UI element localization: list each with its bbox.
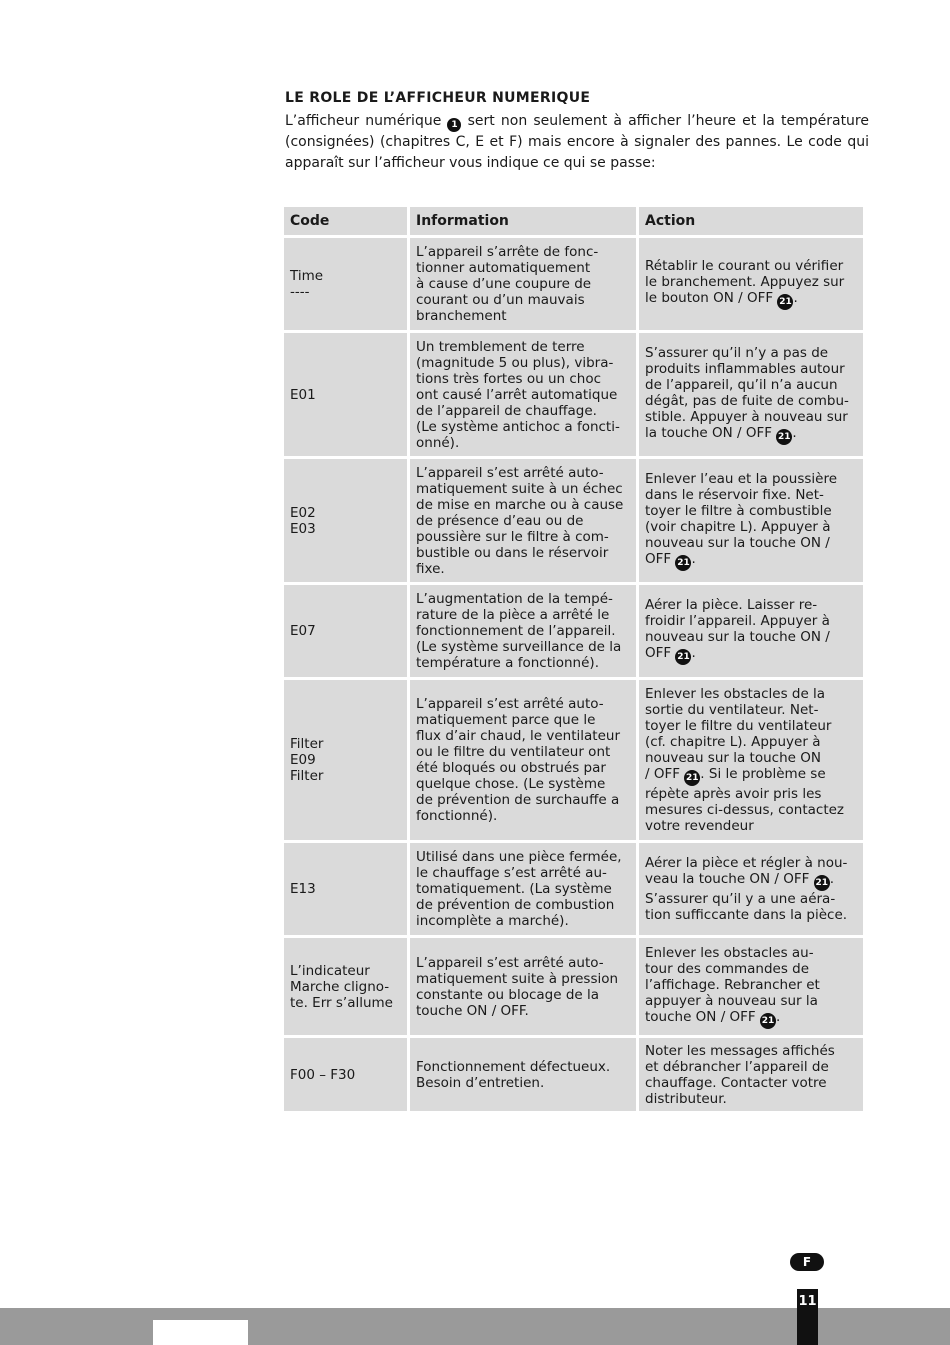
cell-line: (magnitude 5 ou plus), vibra- <box>416 354 614 371</box>
cell-line <box>645 1009 857 1029</box>
table-row <box>284 1038 863 1111</box>
cell-line: répète après avoir pris les <box>645 786 822 802</box>
cell-line <box>645 1059 857 1075</box>
cell-line: fonctionnement de l’appareil. <box>416 623 616 639</box>
cell-line: fixe. <box>416 560 445 577</box>
cell-line: température a fonctionné). <box>416 655 599 671</box>
cell-information <box>410 585 636 677</box>
intro-paragraph <box>285 111 869 174</box>
cell-line <box>645 409 857 425</box>
cell-line: quelque chose. (Le système <box>416 776 606 792</box>
cell-line <box>645 519 857 535</box>
cell-information <box>410 1038 636 1111</box>
cell-line <box>645 471 857 487</box>
cell-line: tions très fortes ou un choc <box>416 370 602 387</box>
cell-line <box>645 734 857 750</box>
cell-line: E07 <box>290 623 316 639</box>
cell-text: S’assurer qu’il n’y a pas de <box>645 344 829 361</box>
cell-line <box>645 645 857 665</box>
cell-text: Rétablir le courant ou vérifier <box>645 258 844 274</box>
cell-text: le branchement. Appuyez sur <box>645 274 845 290</box>
cell-line: mesures ci-dessus, contactez <box>645 802 844 818</box>
display-number-marker: 1 <box>447 118 461 132</box>
on-off-button-marker: 21 <box>776 429 792 445</box>
cell-line: poussière sur le filtre à com- <box>416 528 609 545</box>
cell-line: matiquement suite à un échec <box>416 480 623 497</box>
cell-text: OFF <box>645 645 672 661</box>
cell-line: E09 <box>290 752 316 768</box>
cell-line: incomplète a marché). <box>416 913 569 929</box>
cell-action <box>639 680 863 840</box>
cell-line: de prévention de combustion <box>416 897 615 913</box>
cell-code <box>284 585 407 677</box>
cell-text: froidir l’appareil. Appuyer à <box>645 613 830 629</box>
on-off-button-marker: 21 <box>777 294 793 310</box>
cell-text: nouveau sur la touche ON <box>645 750 821 766</box>
cell-text: sortie du ventilateur. Net- <box>645 702 819 718</box>
cell-line: Filter <box>290 736 324 752</box>
cell-action <box>639 938 863 1035</box>
cell-text: et débrancher l’appareil de <box>645 1058 829 1075</box>
cell-line: E03 <box>290 520 316 537</box>
cell-line: L’augmentation de la tempé- <box>416 591 613 607</box>
cell-text-tail: . <box>793 290 798 306</box>
cell-line: E13 <box>290 881 316 897</box>
cell-action <box>639 459 863 582</box>
cell-information <box>410 843 636 935</box>
table-row <box>284 585 863 677</box>
cell-line: branchement <box>416 308 507 324</box>
header-action: Action <box>639 207 863 235</box>
cell-text-tail: . <box>776 1008 781 1025</box>
cell-line <box>645 629 857 645</box>
cell-text: Aérer la pièce. Laisser re- <box>645 597 818 613</box>
cell-line: ou le filtre du ventilateur ont <box>416 744 611 760</box>
cell-text: de l’appareil, qu’il n’a aucun <box>645 376 838 393</box>
cell-text: dégât, pas de fuite de combu- <box>645 392 849 409</box>
cell-information <box>410 333 636 456</box>
cell-line: à cause d’une coupure de <box>416 276 592 292</box>
cell-text: produits inflammables autour <box>645 360 845 377</box>
cell-line: été bloqués ou obstrués par <box>416 760 606 776</box>
cell-line: ont causé l’arrêt automatique <box>416 386 618 403</box>
cell-text: nouveau sur la touche ON / <box>645 534 830 551</box>
cell-line: L’appareil s’arrête de fonc- <box>416 244 599 260</box>
cell-line: onné). <box>416 434 460 451</box>
cell-text: touche ON / OFF <box>645 1008 756 1025</box>
cell-text: Aérer la pièce et régler à nou- <box>645 855 848 871</box>
cell-line: (Le système antichoc a foncti- <box>416 418 620 435</box>
table-header-row <box>284 207 863 235</box>
cell-line: bustible ou dans le réservoir <box>416 544 609 561</box>
cell-line: flux d’air chaud, le ventilateur <box>416 728 620 744</box>
footer-white-block <box>153 1320 248 1345</box>
cell-line: L’appareil s’est arrêté auto- <box>416 464 604 481</box>
cell-line: Marche cligno- <box>290 978 390 995</box>
cell-line <box>645 377 857 393</box>
cell-text: veau la touche ON / OFF <box>645 871 810 887</box>
cell-text: Noter les messages affichés <box>645 1042 835 1059</box>
cell-line: constante ou blocage de la <box>416 986 600 1003</box>
cell-line: Time <box>290 268 324 284</box>
cell-text-tail: . Si le problème se <box>700 766 826 782</box>
cell-line: tomatiquement. (La système <box>416 881 612 897</box>
cell-line: L’appareil s’est arrêté auto- <box>416 696 604 712</box>
cell-line: ---- <box>290 284 310 300</box>
cell-information <box>410 680 636 840</box>
header-information: Information <box>410 207 636 235</box>
cell-line <box>645 871 857 891</box>
cell-line: touche ON / OFF. <box>416 1002 529 1019</box>
cell-text: Enlever l’eau et la poussière <box>645 470 838 487</box>
cell-line <box>645 1091 857 1107</box>
cell-line <box>645 1043 857 1059</box>
cell-code <box>284 459 407 582</box>
cell-line <box>645 274 857 290</box>
cell-line <box>645 503 857 519</box>
cell-text: / OFF <box>645 766 680 782</box>
cell-line: Utilisé dans une pièce fermée, <box>416 849 622 865</box>
cell-text: chauffage. Contacter votre <box>645 1074 827 1091</box>
cell-action <box>639 585 863 677</box>
cell-action <box>639 1038 863 1111</box>
cell-line: de prévention de surchauffe a <box>416 792 620 808</box>
cell-line: L’indicateur <box>290 962 370 979</box>
cell-text: l’affichage. Rebrancher et <box>645 976 820 993</box>
on-off-button-marker: 21 <box>684 770 700 786</box>
cell-information <box>410 238 636 330</box>
cell-text-tail: . <box>691 645 696 661</box>
cell-line <box>645 961 857 977</box>
error-code-table <box>281 204 866 1114</box>
cell-line: E01 <box>290 386 316 403</box>
on-off-button-marker: 21 <box>675 555 691 571</box>
cell-line <box>645 766 857 786</box>
on-off-button-marker: 21 <box>675 649 691 665</box>
cell-line: votre revendeur <box>645 818 754 834</box>
cell-line <box>645 613 857 629</box>
language-badge: F <box>790 1253 824 1271</box>
section-heading: LE ROLE DE L’AFFICHEUR NUMERIQUE <box>285 90 591 106</box>
cell-text: dans le réservoir fixe. Net- <box>645 486 824 503</box>
cell-line: S’assurer qu’il y a une aéra- <box>645 891 836 907</box>
cell-text: (cf. chapitre L). Appuyer à <box>645 734 821 750</box>
cell-line <box>645 290 857 310</box>
table-row <box>284 938 863 1035</box>
cell-text-tail: . <box>829 871 835 887</box>
cell-line <box>645 597 857 613</box>
cell-text: Enlever les obstacles au- <box>645 944 814 961</box>
cell-text-tail: . <box>691 550 696 567</box>
cell-code <box>284 938 407 1035</box>
cell-line: tion sufficcante dans la pièce. <box>645 907 848 923</box>
cell-line <box>645 393 857 409</box>
page-number: 11 <box>797 1289 818 1345</box>
cell-text: distributeur. <box>645 1090 727 1107</box>
cell-line: fonctionné). <box>416 808 498 824</box>
cell-text: stible. Appuyer à nouveau sur <box>645 408 848 425</box>
cell-line: de mise en marche ou à cause <box>416 496 624 513</box>
cell-line: de présence d’eau ou de <box>416 512 584 529</box>
cell-code <box>284 1038 407 1111</box>
cell-text: toyer le filtre à combustible <box>645 502 832 519</box>
cell-text: appuyer à nouveau sur la <box>645 992 818 1009</box>
cell-line: Fonctionnement défectueux. <box>416 1058 611 1075</box>
cell-line: matiquement suite à pression <box>416 970 619 987</box>
cell-code <box>284 680 407 840</box>
cell-text: (voir chapitre L). Appuyer à <box>645 518 831 535</box>
cell-text-tail: . <box>792 424 797 441</box>
cell-line <box>645 345 857 361</box>
cell-line <box>645 1075 857 1091</box>
cell-line <box>645 977 857 993</box>
cell-text: toyer le filtre du ventilateur <box>645 718 832 734</box>
on-off-button-marker: 21 <box>814 875 830 891</box>
cell-line: te. Err s’allume <box>290 994 393 1011</box>
cell-line: rature de la pièce a arrêté le <box>416 607 610 623</box>
cell-line: tionner automatiquement <box>416 260 591 276</box>
cell-line <box>645 718 857 734</box>
cell-text: nouveau sur la touche ON / <box>645 629 830 645</box>
cell-line: L’appareil s’est arrêté auto- <box>416 954 604 971</box>
cell-line <box>645 361 857 377</box>
table-row <box>284 680 863 840</box>
cell-line: (Le système surveillance de la <box>416 639 622 655</box>
cell-line <box>645 945 857 961</box>
cell-line: courant ou d’un mauvais <box>416 292 585 308</box>
cell-code <box>284 843 407 935</box>
cell-line <box>645 702 857 718</box>
cell-line <box>645 425 857 445</box>
cell-line: matiquement parce que le <box>416 712 596 728</box>
cell-action <box>639 333 863 456</box>
cell-action <box>639 843 863 935</box>
on-off-button-marker: 21 <box>760 1013 776 1029</box>
cell-line <box>645 535 857 551</box>
cell-line: Besoin d’entretien. <box>416 1074 545 1091</box>
cell-line <box>645 551 857 571</box>
header-code: Code <box>284 207 407 235</box>
cell-text: tour des commandes de <box>645 960 810 977</box>
cell-line: de l’appareil de chauffage. <box>416 402 597 419</box>
cell-information <box>410 459 636 582</box>
table-row <box>284 333 863 456</box>
cell-line <box>645 855 857 871</box>
cell-line <box>645 258 857 274</box>
cell-text: OFF <box>645 550 672 567</box>
cell-line: F00 – F30 <box>290 1066 356 1083</box>
cell-line <box>645 750 857 766</box>
cell-text: la touche ON / OFF <box>645 424 773 441</box>
cell-line <box>645 993 857 1009</box>
cell-line: E02 <box>290 504 316 521</box>
cell-line <box>645 686 857 702</box>
cell-code <box>284 238 407 330</box>
cell-text: le bouton ON / OFF <box>645 290 774 306</box>
cell-line: Un tremblement de terre <box>416 338 585 355</box>
intro-text-end: sert non seulement à afficher l’heure et la température (consignées) (chapitres C, E et F) mais encore à signaler des pannes. Le code qui apparaît sur l’afficheur vous indique ce qui se passe: <box>285 113 869 171</box>
cell-action <box>639 238 863 330</box>
intro-text-start: L’afficheur numérique <box>285 113 442 129</box>
cell-text: Enlever les obstacles de la <box>645 686 826 702</box>
table-row <box>284 459 863 582</box>
cell-code <box>284 333 407 456</box>
cell-information <box>410 938 636 1035</box>
cell-line: Filter <box>290 768 324 784</box>
cell-line: le chauffage s’est arrêté au- <box>416 865 607 881</box>
cell-line <box>645 487 857 503</box>
table-row <box>284 843 863 935</box>
table-row <box>284 238 863 330</box>
